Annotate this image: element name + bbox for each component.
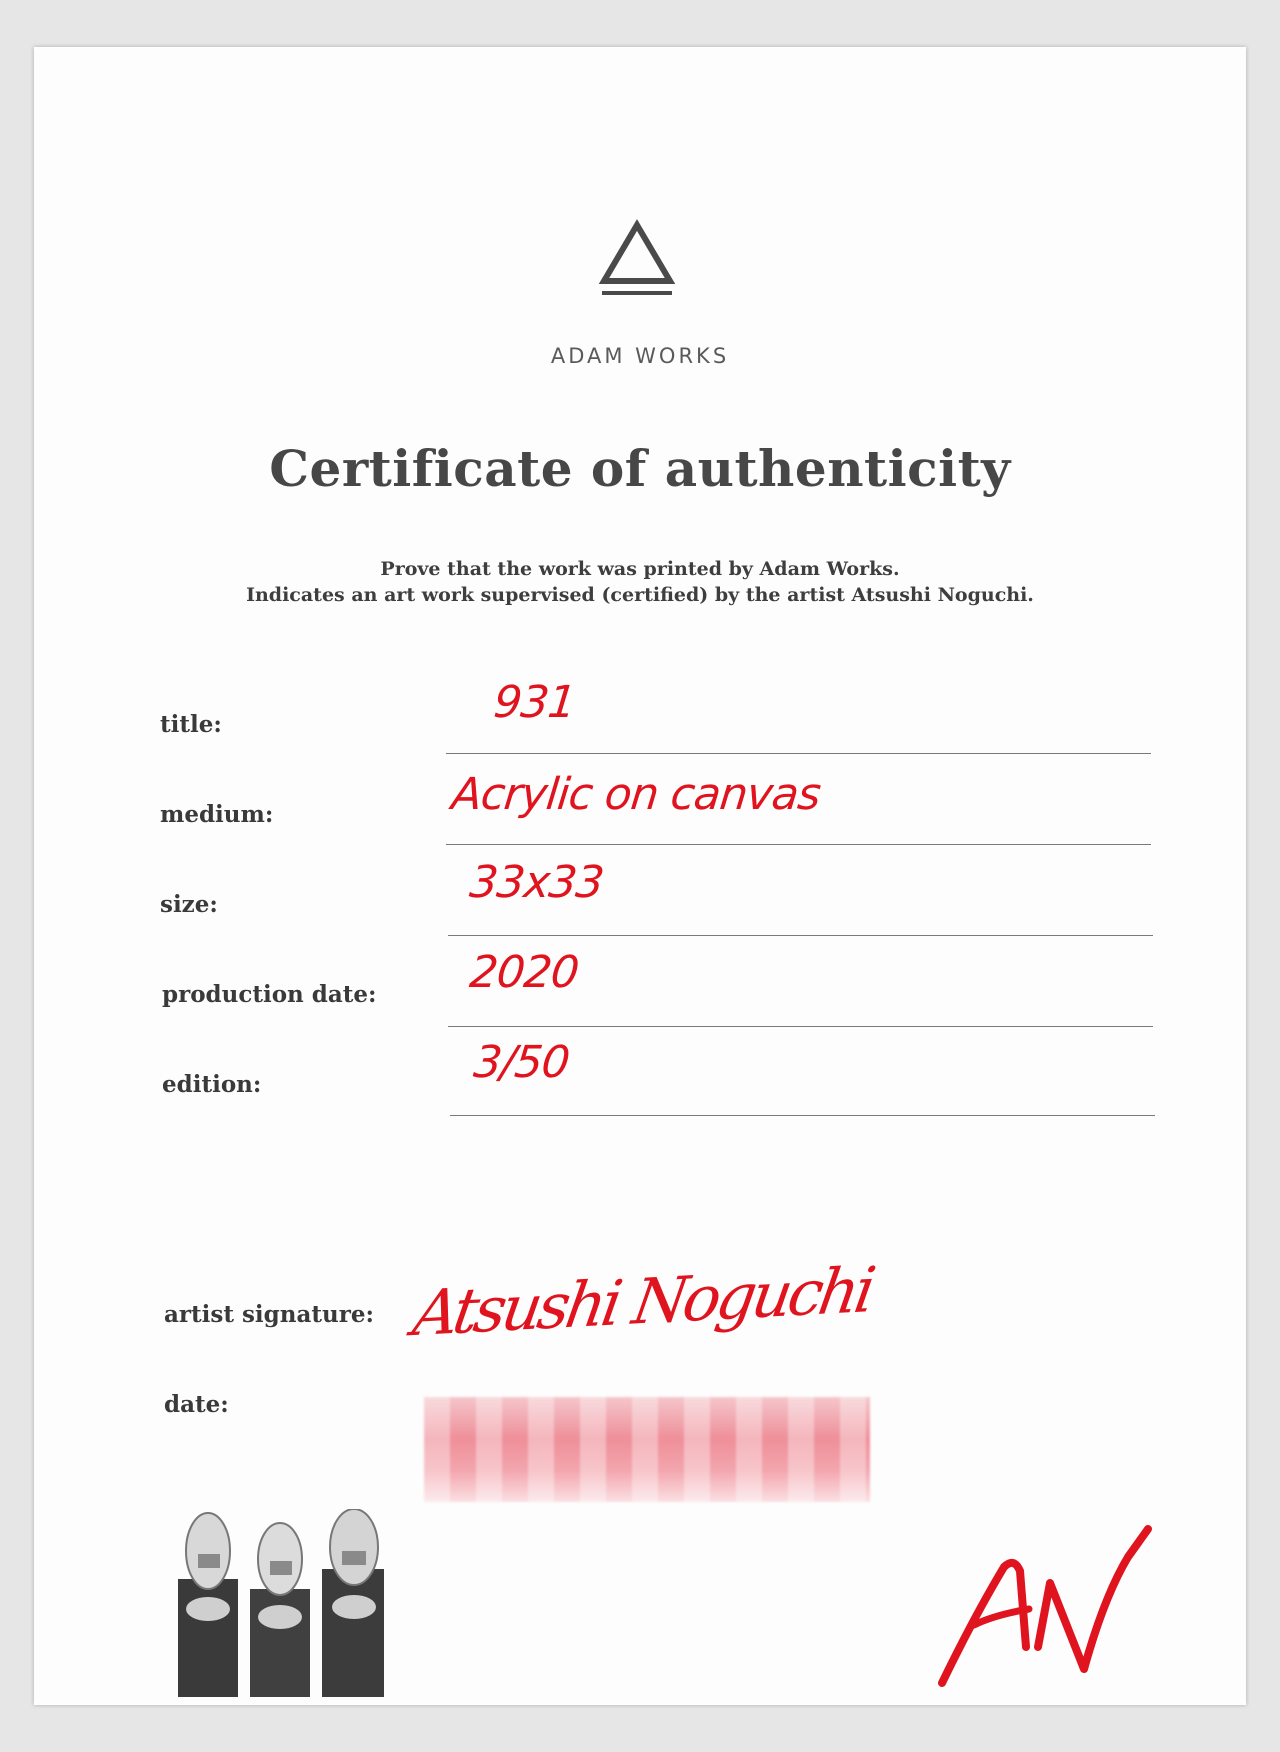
edition-label: edition: xyxy=(162,1071,262,1098)
production-date-line xyxy=(448,1026,1153,1027)
date-value-redacted xyxy=(424,1397,870,1502)
medium-line xyxy=(446,844,1151,845)
edition-value: 3/50 xyxy=(471,1037,572,1088)
title-label: title: xyxy=(160,711,222,738)
size-value: 33x33 xyxy=(467,857,606,908)
certificate-sheet xyxy=(34,47,1246,1705)
title-line xyxy=(446,753,1151,754)
certificate-title: Certificate of authenticity xyxy=(269,439,1011,498)
artist-signature-label: artist signature: xyxy=(164,1301,374,1328)
artist-signature: Atsushi Noguchi xyxy=(408,1252,877,1351)
certificate-subtitle-line1: Prove that the work was printed by Adam Works. xyxy=(380,558,900,580)
brand-name: ADAM WORKS xyxy=(550,344,730,368)
triangle-logo-icon xyxy=(594,219,680,299)
production-date-label: production date: xyxy=(162,981,377,1008)
title-value: 931 xyxy=(491,677,578,728)
edition-line xyxy=(450,1115,1155,1116)
size-line xyxy=(448,935,1153,936)
production-date-value: 2020 xyxy=(467,947,581,998)
certificate-subtitle-line2: Indicates an art work supervised (certified) by the artist Atsushi Noguchi. xyxy=(246,584,1034,606)
size-label: size: xyxy=(160,891,218,918)
initials-mark xyxy=(934,1497,1174,1697)
date-label: date: xyxy=(164,1391,229,1418)
medium-label: medium: xyxy=(160,801,274,828)
medium-value: Acrylic on canvas xyxy=(449,769,823,820)
three-figures-illustration-icon xyxy=(160,1509,400,1699)
